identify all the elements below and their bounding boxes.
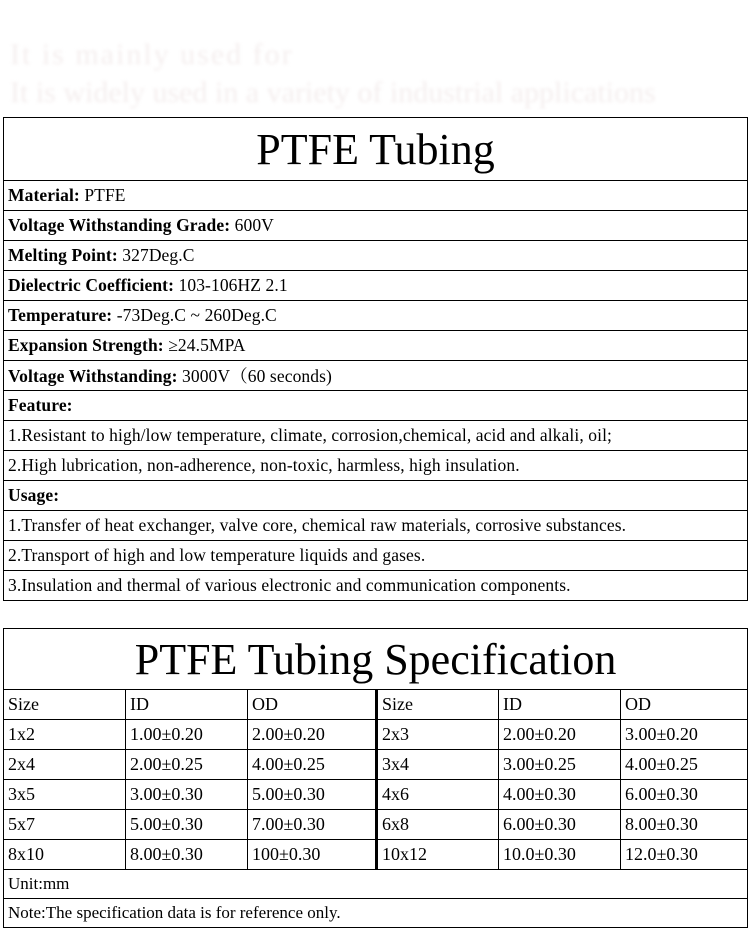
property-row — [4, 541, 748, 571]
spec-cell: 8.00±0.30 — [621, 810, 748, 840]
property-row — [4, 421, 748, 451]
property-value: 2.Transport of high and low temperature liquids and gases. — [8, 545, 426, 565]
spec-note: Note:The specification data is for reference only. — [4, 899, 748, 928]
property-cell — [4, 391, 748, 421]
property-value: 327Deg.C — [117, 245, 195, 265]
spec-cell: 3x5 — [4, 780, 126, 810]
spec-cell: 8x10 — [4, 840, 126, 870]
spec-cell: 2x3 — [377, 720, 499, 750]
property-cell — [4, 571, 748, 601]
spec-cell: 6.00±0.30 — [621, 780, 748, 810]
property-label: Temperature: — [8, 305, 113, 325]
spec-cell: 2.00±0.20 — [248, 720, 377, 750]
spec-cell: 2x4 — [4, 750, 126, 780]
spec-cell: 100±0.30 — [248, 840, 377, 870]
faded-header-text — [0, 0, 750, 110]
property-label: Usage: — [8, 485, 60, 505]
specification-table — [3, 628, 748, 928]
property-cell — [4, 241, 748, 271]
spec-cell: 5x7 — [4, 810, 126, 840]
property-row — [4, 511, 748, 541]
property-row — [4, 361, 748, 391]
spec-cell: 6.00±0.30 — [499, 810, 621, 840]
property-row — [4, 301, 748, 331]
spec-cell: 1x2 — [4, 720, 126, 750]
property-label: Expansion Strength: — [8, 335, 164, 355]
property-cell — [4, 511, 748, 541]
spec-cell: 4.00±0.25 — [248, 750, 377, 780]
property-cell — [4, 181, 748, 211]
spec-cell: 1.00±0.20 — [126, 720, 248, 750]
spec-header-cell: Size — [377, 690, 499, 720]
property-value: 1.Resistant to high/low temperature, climate, corrosion,chemical, acid and alkali, oil; — [8, 425, 613, 445]
property-row — [4, 451, 748, 481]
property-label: Voltage Withstanding: — [8, 366, 178, 386]
property-row — [4, 481, 748, 511]
spec-unit: Unit:mm — [4, 870, 748, 899]
spec-cell: 6x8 — [377, 810, 499, 840]
property-cell — [4, 361, 748, 391]
spec-cell: 7.00±0.30 — [248, 810, 377, 840]
property-value: 3.Insulation and thermal of various electronic and communication components. — [8, 575, 571, 595]
spec-row — [4, 810, 748, 840]
spec-cell: 2.00±0.20 — [499, 720, 621, 750]
property-cell — [4, 421, 748, 451]
properties-table — [3, 117, 748, 601]
property-value: ≥24.5MPA — [163, 335, 246, 355]
property-cell — [4, 301, 748, 331]
property-cell — [4, 451, 748, 481]
property-cell — [4, 211, 748, 241]
property-label: Voltage Withstanding Grade: — [8, 215, 231, 235]
property-row — [4, 391, 748, 421]
spec-cell: 3x4 — [377, 750, 499, 780]
spec-row — [4, 750, 748, 780]
spec-cell: 5.00±0.30 — [248, 780, 377, 810]
property-row — [4, 241, 748, 271]
property-cell — [4, 331, 748, 361]
spec-cell: 4.00±0.25 — [621, 750, 748, 780]
spec-cell: 3.00±0.25 — [499, 750, 621, 780]
property-row — [4, 571, 748, 601]
spec-header-cell: Size — [4, 690, 126, 720]
faded-line-2: It is widely used in a variety of industrial applications — [10, 76, 656, 109]
property-value: -73Deg.C ~ 260Deg.C — [112, 305, 277, 325]
property-cell — [4, 541, 748, 571]
property-value: 1.Transfer of heat exchanger, valve core, chemical raw materials, corrosive substances. — [8, 515, 627, 535]
property-cell — [4, 481, 748, 511]
spec-cell: 2.00±0.25 — [126, 750, 248, 780]
faded-line-1: It is mainly used for — [10, 38, 294, 71]
property-label: Feature: — [8, 395, 73, 415]
spec-row — [4, 840, 748, 870]
spec-header-cell: OD — [621, 690, 748, 720]
spec-cell: 3.00±0.20 — [621, 720, 748, 750]
spec-cell: 10.0±0.30 — [499, 840, 621, 870]
spec-header-row — [4, 690, 748, 720]
spec-cell: 4x6 — [377, 780, 499, 810]
property-label: Melting Point: — [8, 245, 118, 265]
spec-cell: 10x12 — [377, 840, 499, 870]
property-row — [4, 181, 748, 211]
property-value: 3000V（60 seconds) — [177, 366, 332, 386]
spec-row — [4, 780, 748, 810]
property-value: 103-106HZ 2.1 — [174, 275, 288, 295]
spec-note-row — [4, 899, 748, 928]
property-value: PTFE — [79, 185, 126, 205]
property-row — [4, 271, 748, 301]
spec-cell: 12.0±0.30 — [621, 840, 748, 870]
specification-title: PTFE Tubing Specification — [4, 629, 748, 690]
spec-unit-row — [4, 870, 748, 899]
spec-header-cell: ID — [126, 690, 248, 720]
spec-cell: 8.00±0.30 — [126, 840, 248, 870]
property-label: Material: — [8, 185, 80, 205]
property-value: 2.High lubrication, non-adherence, non-toxic, harmless, high insulation. — [8, 455, 520, 475]
property-cell — [4, 271, 748, 301]
spec-header-cell: OD — [248, 690, 377, 720]
spec-cell: 5.00±0.30 — [126, 810, 248, 840]
spec-header-cell: ID — [499, 690, 621, 720]
property-value: 600V — [230, 215, 274, 235]
spec-cell: 3.00±0.30 — [126, 780, 248, 810]
properties-title: PTFE Tubing — [4, 118, 748, 181]
property-label: Dielectric Coefficient: — [8, 275, 175, 295]
property-row — [4, 211, 748, 241]
spec-row — [4, 720, 748, 750]
property-row — [4, 331, 748, 361]
spec-cell: 4.00±0.30 — [499, 780, 621, 810]
